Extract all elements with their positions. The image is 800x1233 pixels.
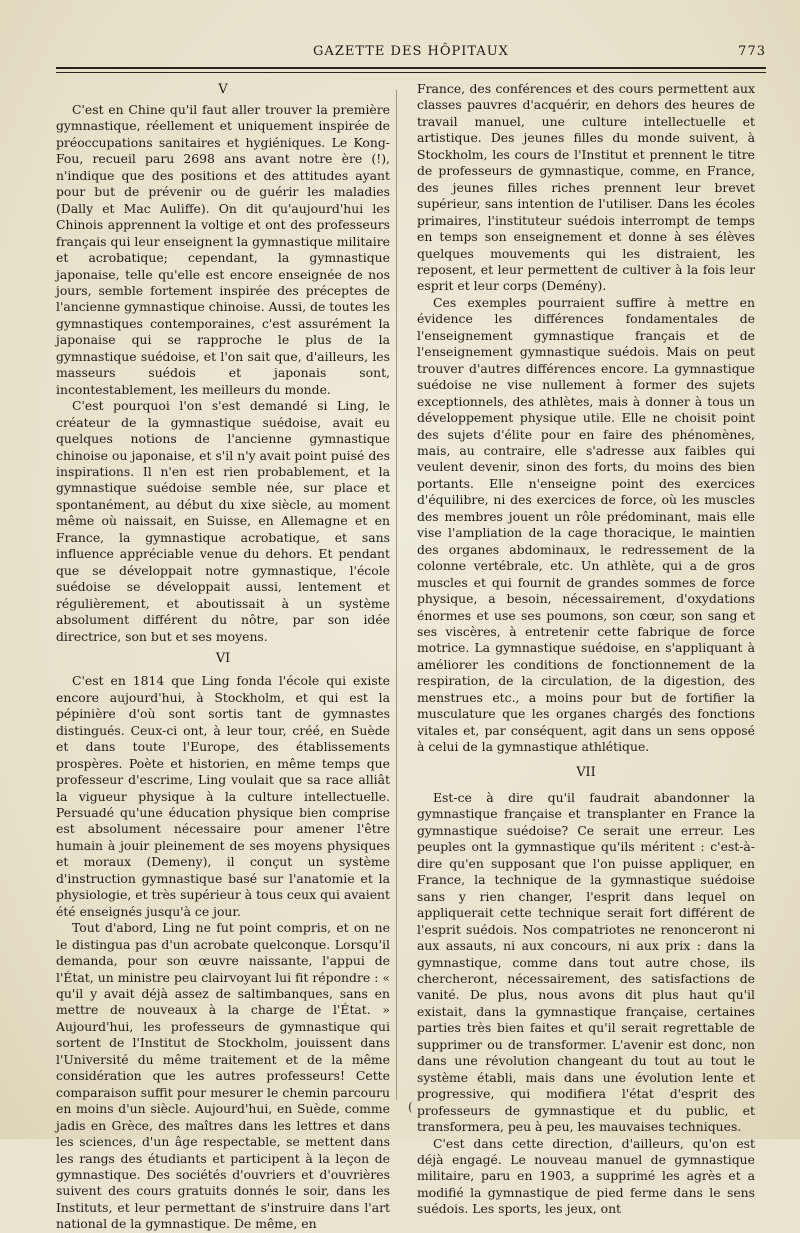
column-divider xyxy=(396,90,397,1100)
paragraph: Ces exemples pourraient suffire à mettre en évidence les différences fondamentales de l'enseignement gymnastique français et de l'enseignement gymnastique suédois. Mais on peut trouver d'autres différences encore. La gymnastique suédoise ne vise nullement à former des sujets exceptionnels, des athlètes, mais à donner à tous un développement physique utile. Elle ne choisit point des sujets d'élite pour en faire des phénomènes, mais, au contraire, elle s'adresse aux faibles qui veulent devenir, sinon des forts, du moins des bien portants. Elle n'enseigne point des exercices d'équilibre, ni des exercices de force, où les muscles des membres jouent un rôle prédominant, mais elle vise l'ampliation de la cage thoracique, le maintien des organes abdominaux, le redressement de la colonne vertébrale, etc. Un athlète, qui a de gros muscles et qui fournit de grandes sommes de force physique, a besoin, nécessairement, d'oxydations énormes et use ses poumons, son cœur, son sang et ses viscères, à entretenir cette fabrique de force motrice. La gymnastique suédoise, en s'appliquant à améliorer les conditions de fonctionnement de la respiration, de la circulation, de la digestion, des menstrues etc., a moins pour but de fortifier la musculature que les organes chargés des fonctions vitales et, par conséquent, agit dans un sens opposé à celui de la gymnastique athlétique. xyxy=(417,294,755,755)
section-heading-vii: VII xyxy=(576,764,596,780)
footer-mark: ( xyxy=(408,1100,413,1114)
section-heading-v: V xyxy=(218,82,228,97)
section-heading-vi: VI xyxy=(215,650,231,666)
left-column xyxy=(56,78,390,1233)
right-column xyxy=(417,81,755,1218)
page-number: 773 xyxy=(738,44,766,59)
journal-title: GAZETTE DES HÔPITAUX xyxy=(313,44,509,59)
paragraph: France, des conférences et des cours permettent aux classes pauvres d'acquérir, en dehors des heures de travail manuel, une culture intellectuelle et artistique. Des jeunes filles du monde suivent, à Stockholm, les cours de l'Institut et prennent le titre de professeurs de gymnastique, comme, en France, des jeunes filles riches prennent leur brevet supérieur, sans intention de l'utiliser. Dans les écoles primaires, l'instituteur suédois interrompt de temps en temps son enseignement et donne à ses élèves quelques mouvements qui les distraient, les reposent, et leur permettent de cultiver à la fois leur esprit et leur corps (Demény). xyxy=(417,81,755,294)
paragraph: C'est pourquoi l'on s'est demandé si Ling, le créateur de la gymnastique suédoise, avait eu quelques notions de l'ancienne gymnastique chinoise ou japonaise, et s'il n'y avait point puisé des inspirations. Il n'en est rien probablement, et la gymnastique suédoise semble née, sur place et spontanément, au début du xixe siècle, au moment même où naissait, en Suisse, en Allemagne et en France, la gymnastique acrobatique, et sans influence appréciable venue du dehors. Et pendant que se développait notre gymnastique, l'école suédoise se développait aussi, lentement et régulièrement, et aboutissait à un système absolument différent du nôtre, par son idée directrice, son but et ses moyens. xyxy=(56,398,390,644)
paragraph: C'est en 1814 que Ling fonda l'école qui existe encore aujourd'hui, à Stockholm, et qui est la pépinière d'où sont sortis tant de gymnastes distingués. Ceux-ci ont, à leur tour, créé, en Suède et dans toute l'Europe, des établissements prospères. Poète et historien, en même temps que professeur d'escrime, Ling voulait que sa race alliât la vigueur physique à la culture intellectuelle. Persuadé qu'une éducation physique bien comprise est absolument nécessaire pour amener l'être humain à jouir pleinement de ses moyens physiques et moraux (Demeny), il conçut un système d'instruction gymnastique basé sur l'anatomie et la physiologie, et très supérieur à tous ceux qui avaient été enseignés jusqu'à ce jour. xyxy=(56,673,390,919)
paragraph: Est-ce à dire qu'il faudrait abandonner la gymnastique française et transplanter en France la gymnastique suédoise? Ce serait une erreur. Les peuples ont la gymnastique qu'ils méritent : c'est-à-dire qu'en supposant que l'on puisse appliquer, en France, la technique de la gymnastique suédoise sans y rien changer, l'esprit dans lequel on appliquerait cette technique serait fort différent de l'esprit suédois. Nos compatriotes ne renonceront ni aux assauts, ni aux concours, ni aux prix : dans la gymnastique, comme dans tout autre chose, ils chercheront, nécessairement, des satisfactions de vanité. De plus, nous avons dit plus haut qu'il existait, dans la gymnastique française, certaines parties très bien faites et qu'il serait regrettable de supprimer ou de transformer. L'avenir est donc, non dans une révolution changeant du tout au tout le système établi, mais dans une évolution lente et progressive, qui modifiera l'état d'esprit des professeurs de gymnastique et du public, et transformera, peu à peu, les mauvaises techniques. xyxy=(417,790,755,1135)
header-rule-thick xyxy=(56,67,766,69)
paragraph: Tout d'abord, Ling ne fut point compris, et on ne le distingua pas d'un acrobate quelconque. Lorsqu'il demanda, pour son œuvre naissante, l'appui de l'État, un ministre peu clairvoyant lui fit répondre : « qu'il y avait déjà assez de saltimbanques, sans en mettre de nouveaux à la charge de l'État. » Aujourd'hui, les professeurs de gymnastique qui sortent de l'Institut de Stockholm, jouissent dans l'Université du même traitement et de la même considération que les autres professeurs! Cette comparaison suffit pour mesurer le chemin parcouru en moins d'un siècle. Aujourd'hui, en Suède, comme jadis en Grèce, des maîtres dans les lettres et dans les sciences, d'un âge respectable, se mettent dans les rangs des étudiants et participent à la leçon de gymnastique. Des sociétés d'ouvriers et d'ouvrières suivent des cours gratuits donnés le soir, dans les Instituts, et leur permettant de s'instruire dans l'art national de la gymnastique. De même, en xyxy=(56,920,390,1232)
paragraph: C'est en Chine qu'il faut aller trouver la première gymnastique, réellement et uniquement inspirée de préoccupations sanitaires et hygiéniques. Le Kong-Fou, recueil paru 2698 ans avant notre ère (!), n'indique que des positions et des attitudes ayant pour but de prévenir ou de guérir les maladies (Dally et Mac Auliffe). On dit qu'aujourd'hui les Chinois apprennent la voltige et ont des professeurs français qui leur enseignent la gymnastique militaire et acrobatique; cependant, la gymnastique japonaise, telle qu'elle est encore enseignée de nos jours, semble fortement inspirée des préceptes de l'ancienne gymnastique chinoise. Aussi, de toutes les gymnastiques contemporaines, c'est assurément la japonaise qui se rapproche le plus de la gymnastique suédoise, et l'on sait que, d'ailleurs, les masseurs suédois et japonais sont, incontestablement, les meilleurs du monde. xyxy=(56,102,390,397)
paragraph: C'est dans cette direction, d'ailleurs, qu'on est déjà engagé. Le nouveau manuel de gymnastique militaire, paru en 1903, a supprimé les agrès et a modifié la gymnastique de pied ferme dans le sens suédois. Les sports, les jeux, ont xyxy=(417,1135,755,1217)
header-rule-thin xyxy=(56,72,766,73)
page-header xyxy=(56,44,766,64)
